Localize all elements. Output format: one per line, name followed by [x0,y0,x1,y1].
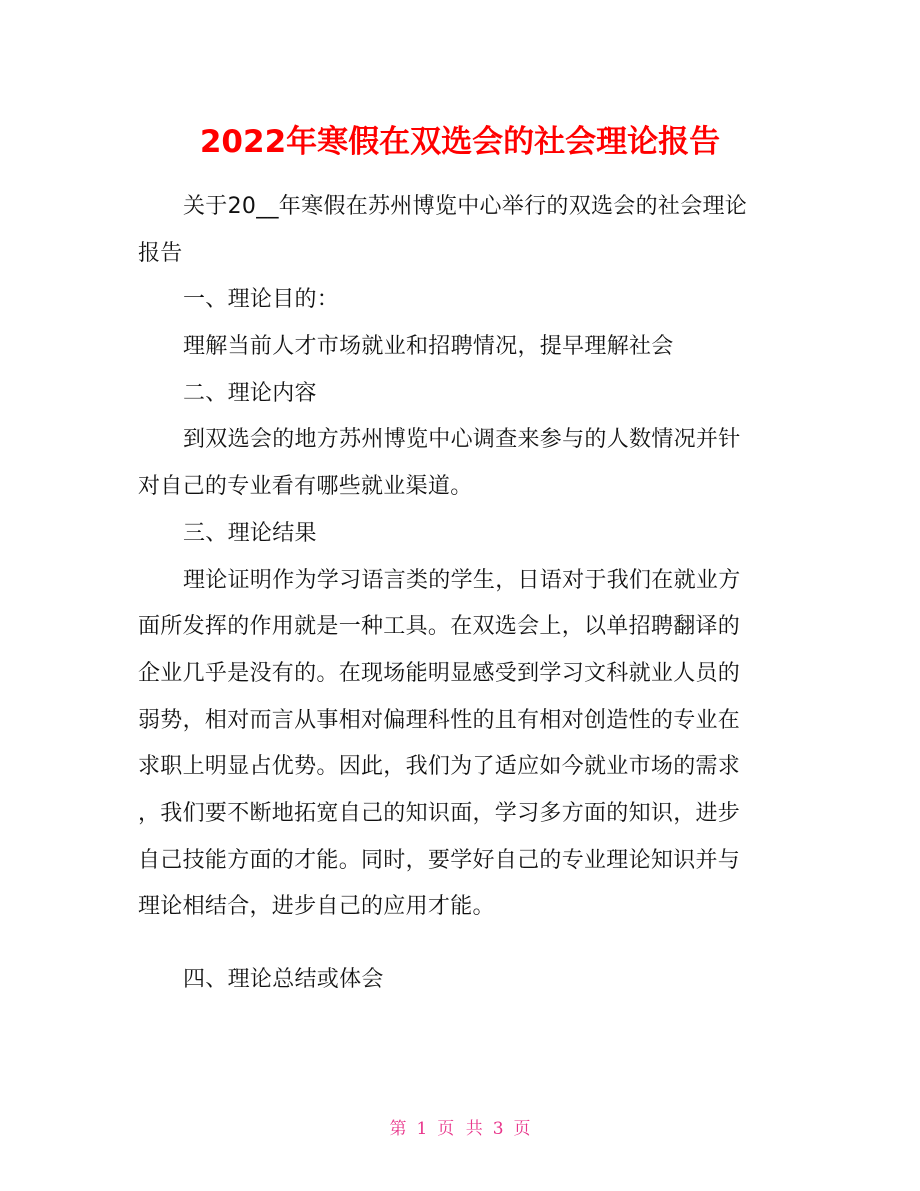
text-line: 理论证明作为学习语言类的学生，日语对于我们在就业方 [183,567,741,593]
text-line: 理论相结合，进步自己的应用才能。 [138,894,495,920]
text-line: 弱势，相对而言从事相对偏理科性的且有相对创造性的专业在 [138,707,741,733]
text-line: 四、理论总结或体会 [183,967,384,992]
text-line: 企业几乎是没有的。在现场能明显感受到学习文科就业人员的 [138,660,741,686]
text-line: 自己技能方面的才能。同时，要学好自己的专业理论知识并与 [138,847,741,873]
footer-total-pages: 3 [492,1119,504,1139]
text-line: 面所发挥的作用就是一种工具。在双选会上，以单招聘翻译的 [138,614,741,640]
text-line: 对自己的专业看有哪些就业渠道。 [138,474,473,500]
text-line: 二、理论内容 [183,380,317,406]
footer-suffix: 页 [513,1119,531,1139]
page-footer [0,1114,920,1139]
footer-page-number: 1 [416,1119,428,1139]
text-line: 关于20__年寒假在苏州博览中心举行的双选会的社会理论 [183,194,748,219]
text-line: 一、理论目的： [183,287,340,313]
text-line: 求职上明显占优势。因此，我们为了适应如今就业市场的需求 [138,754,741,780]
text-line: ，我们要不断地拓宽自己的知识面，学习多方面的知识，进步 [138,800,741,826]
footer-mid: 页 共 [437,1119,483,1139]
text-line: 报告 [138,240,183,266]
text-line: 理解当前人才市场就业和招聘情况，提早理解社会 [183,334,674,360]
document-body [138,184,798,1004]
text-line: 三、理论结果 [183,520,317,546]
footer-prefix: 第 [389,1119,407,1139]
text-line: 到双选会的地方苏州博览中心调查来参与的人数情况并针 [183,427,741,453]
document-title: 2022年寒假在双选会的社会理论报告 [199,124,721,160]
